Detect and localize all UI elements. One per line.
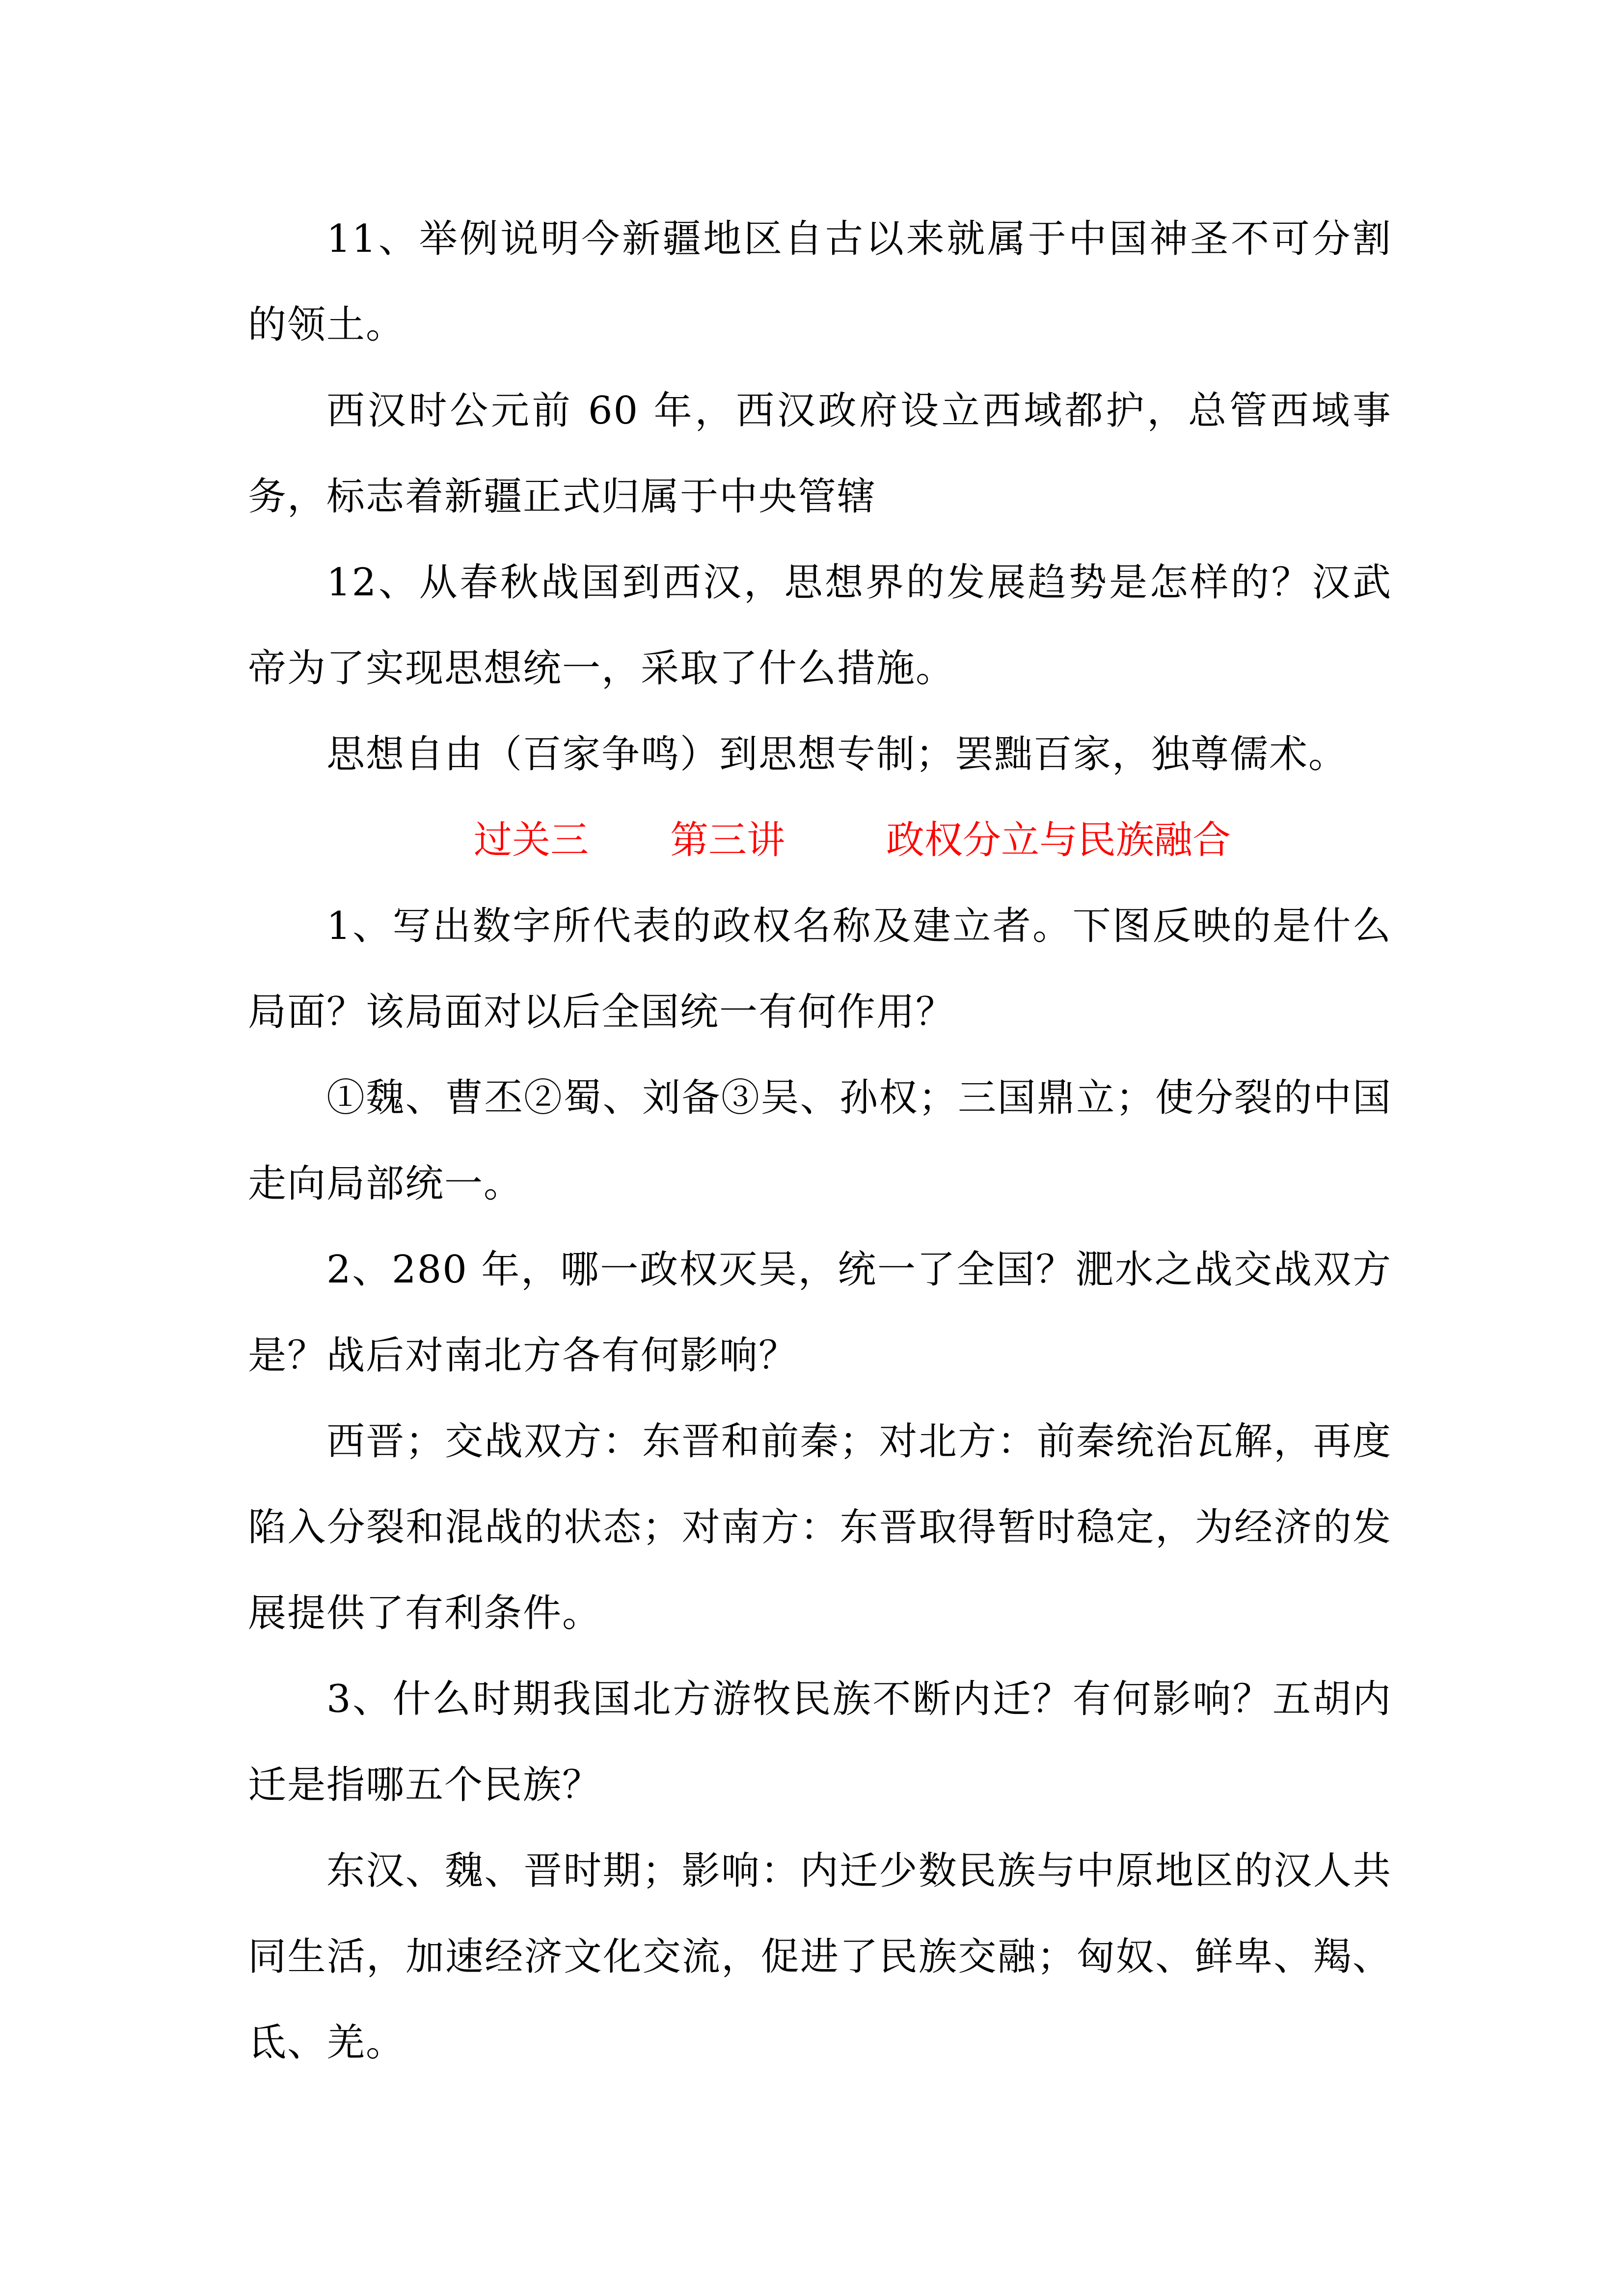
answer-2: 西晋；交战双方：东晋和前秦；对北方：前秦统治瓦解，再度陷入分裂和混战的状态；对南方：东晋取得暂时稳定，为经济的发展提供了有利条件。 [248,1419,1392,1635]
section-heading [248,798,1392,883]
answer-1: ①魏、曹丕②蜀、刘备③吴、孙权；三国鼎立；使分裂的中国走向局部统一。 [248,1076,1392,1206]
section-heading-part1: 过关三 [474,818,589,862]
question-2: 2、280 年，哪一政权灭吴，统一了全国？淝水之战交战双方是？战后对南北方各有何影响？ [248,1248,1392,1378]
answer-11: 西汉时公元前 60 年，西汉政府设立西域都护，总管西域事务，标志着新疆正式归属于中央管辖 [248,389,1392,519]
document-body [248,196,1392,2086]
question-11: 11、举例说明今新疆地区自古以来就属于中国神圣不可分割的领土。 [248,217,1392,347]
answer-3: 东汉、魏、晋时期；影响：内迁少数民族与中原地区的汉人共同生活，加速经济文化交流，促进了民族交融；匈奴、鲜卑、羯、氐、羌。 [248,1849,1392,2065]
section-heading-part3: 政权分立与民族融合 [886,818,1231,862]
question-1: 1、写出数字所代表的政权名称及建立者。下图反映的是什么局面？该局面对以后全国统一有何作用？ [248,904,1392,1034]
answer-12: 思想自由（百家争鸣）到思想专制；罢黜百家，独尊儒术。 [326,732,1348,776]
question-12: 12、从春秋战国到西汉，思想界的发展趋势是怎样的？汉武帝为了实现思想统一，采取了什么措施。 [248,561,1392,691]
section-heading-part2: 第三讲 [670,818,785,862]
question-3: 3、什么时期我国北方游牧民族不断内迁？有何影响？五胡内迁是指哪五个民族？ [248,1677,1392,1807]
